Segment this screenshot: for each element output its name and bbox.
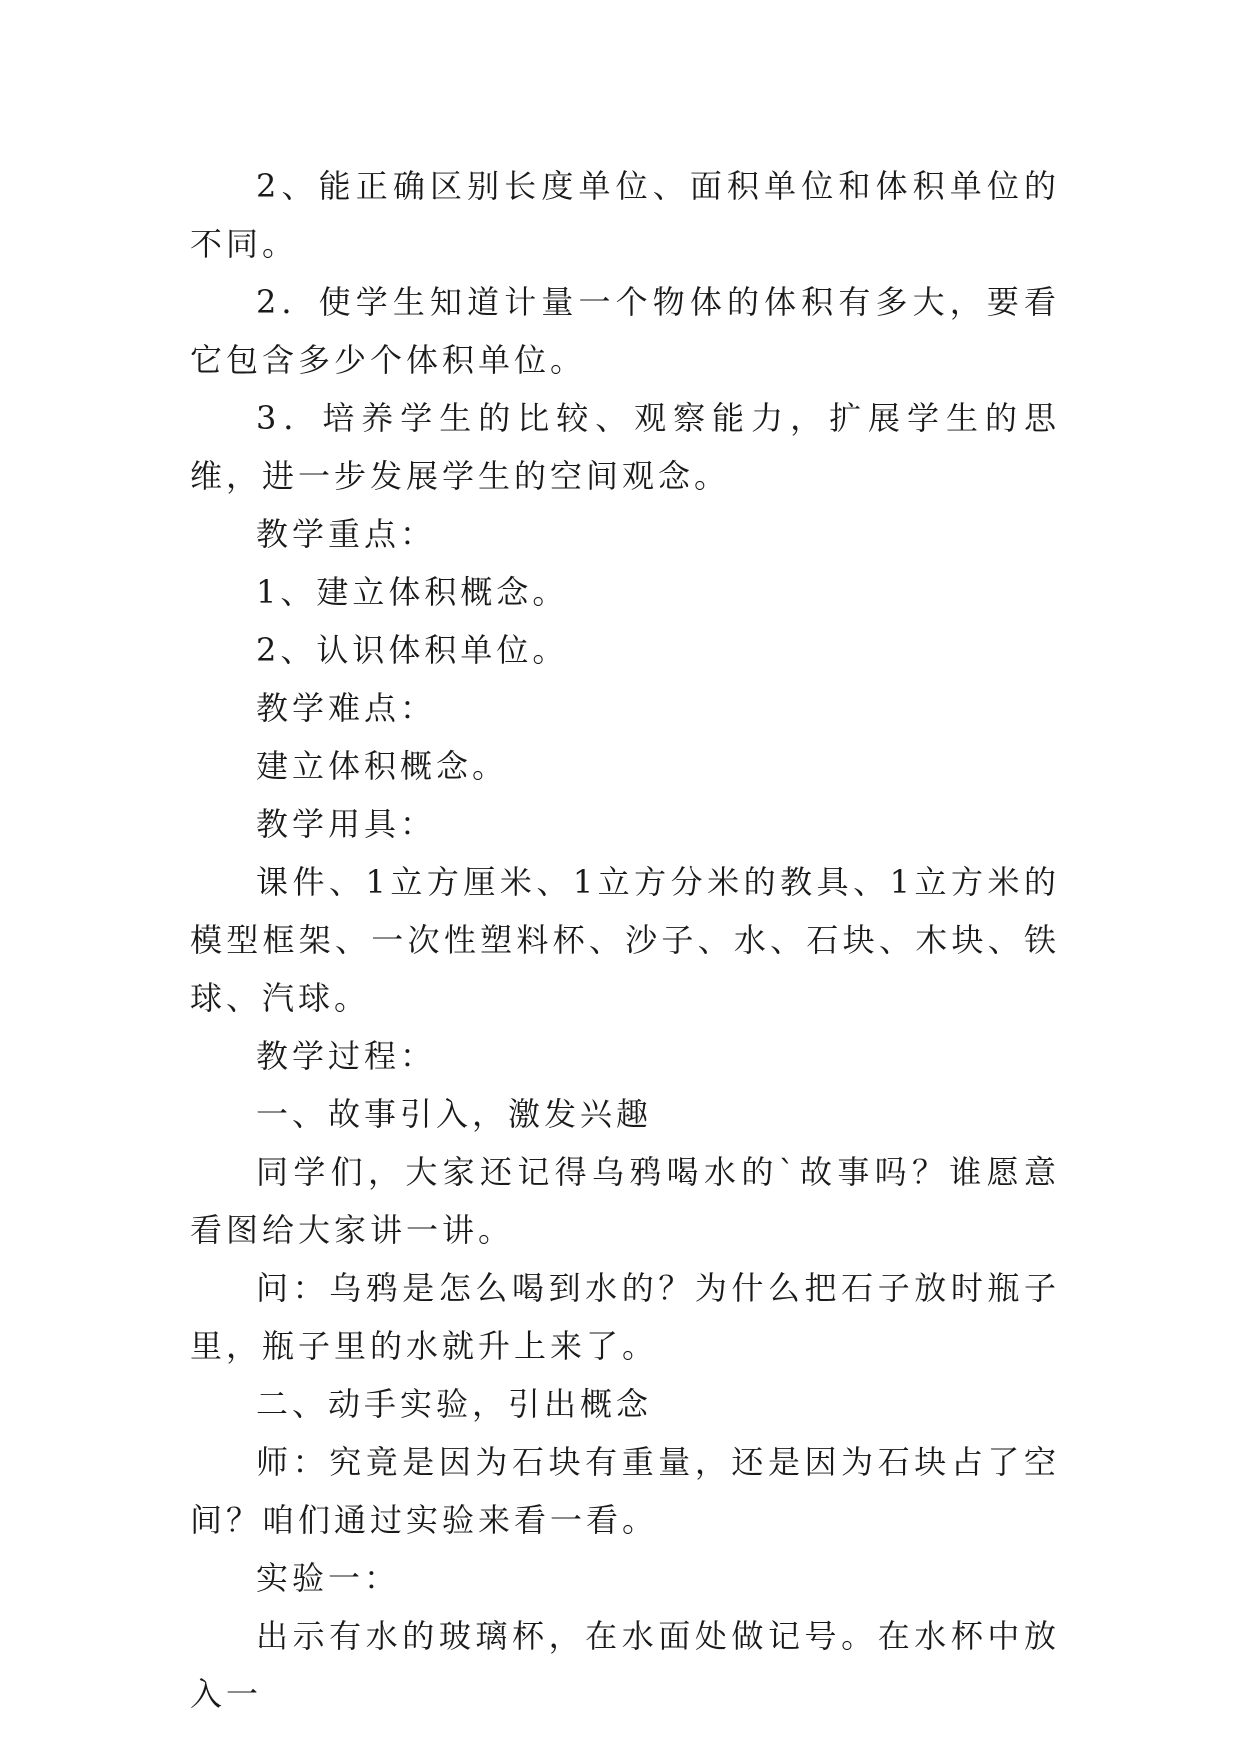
experiment-1-heading: 实验一： <box>256 1559 401 1597</box>
section-1-question: 问：乌鸦是怎么喝到水的？为什么把石子放时瓶子里，瓶子里的水就升上来了。 <box>190 1269 1060 1365</box>
difficulty-1: 建立体积概念。 <box>256 747 509 785</box>
heading-teaching-tools: 教学用具： <box>256 805 437 843</box>
key-point-2: 2、认识体积单位。 <box>256 631 569 669</box>
teaching-tools-list: 课件、1立方厘米、1立方分米的教具、1立方米的模型框架、一次性塑料杯、沙子、水、石块、木块、铁球、汽球。 <box>190 863 1060 1017</box>
section-2-heading: 二、动手实验，引出概念 <box>256 1385 653 1423</box>
paragraph-objective-3: 3．培养学生的比较、观察能力，扩展学生的思维，进一步发展学生的空间观念。 <box>190 399 1060 495</box>
heading-key-points: 教学重点： <box>256 515 437 553</box>
section-1-heading: 一、故事引入，激发兴趣 <box>256 1095 653 1133</box>
heading-teaching-process: 教学过程： <box>256 1037 437 1075</box>
document-body <box>190 157 1060 1723</box>
key-point-1: 1、建立体积概念。 <box>256 573 569 611</box>
heading-difficulties: 教学难点： <box>256 689 437 727</box>
section-1-story-intro: 同学们，大家还记得乌鸦喝水的`故事吗？谁愿意看图给大家讲一讲。 <box>190 1153 1060 1249</box>
paragraph-objective-2-units: 2、能正确区别长度单位、面积单位和体积单位的不同。 <box>190 167 1060 263</box>
experiment-1-text: 出示有水的玻璃杯，在水面处做记号。在水杯中放入一 <box>190 1617 1060 1713</box>
paragraph-objective-2-volume-measure: 2．使学生知道计量一个物体的体积有多大，要看它包含多少个体积单位。 <box>190 283 1060 379</box>
section-2-teacher-prompt: 师：究竟是因为石块有重量，还是因为石块占了空间？咱们通过实验来看一看。 <box>190 1443 1060 1539</box>
